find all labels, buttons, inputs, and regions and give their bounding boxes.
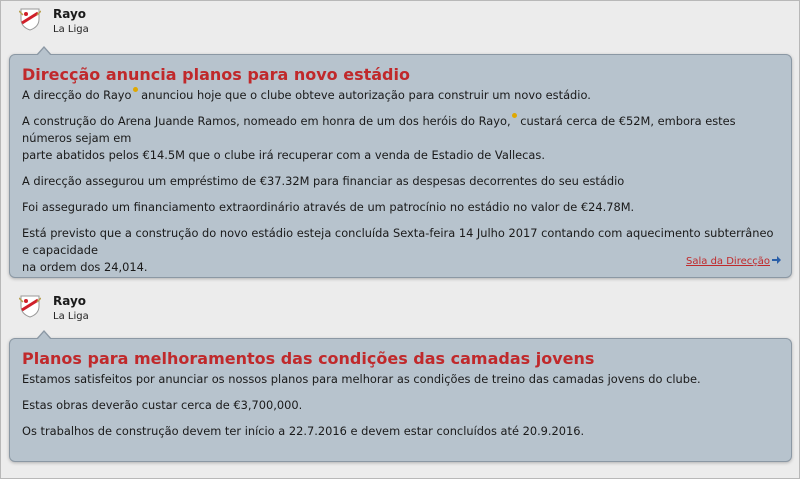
board-room-link[interactable] — [686, 256, 781, 267]
news-bubble — [9, 338, 792, 462]
rayo-crest-icon[interactable] — [19, 7, 41, 31]
club-name-link[interactable]: Rayo — [53, 294, 87, 308]
rayo-crest-icon[interactable] — [19, 294, 41, 318]
news-paragraph — [22, 87, 779, 104]
paragraph-text: A construção do Arena Juande Ramos, nomeado em honra de um dos heróis do Rayo, — [22, 114, 511, 128]
news-paragraph — [22, 113, 779, 164]
paragraph-text: anunciou hoje que o clube obteve autorização para construir um novo estádio. — [137, 88, 591, 102]
arrow-right-icon[interactable] — [772, 256, 781, 264]
news-title: Direcção anuncia planos para novo estádio — [22, 65, 410, 84]
news-paragraph: A direcção assegurou um empréstimo de €37.32M para financiar as despesas decorrentes do seu estádio — [22, 174, 625, 188]
news-paragraph: Os trabalhos de construção devem ter início a 22.7.2016 e devem estar concluídos até 20.9.2016. — [22, 424, 585, 438]
news-paragraph — [22, 225, 779, 276]
club-name-link[interactable]: Rayo — [53, 7, 87, 21]
paragraph-text: Está previsto que a construção do novo estádio esteja concluída Sexta-feira 14 Julho 2017 contando com aquecimento subterrâneo e capacidade — [22, 226, 774, 257]
paragraph-text: custará cerca de €52M, embora estes números sejam em — [22, 114, 736, 145]
paragraph-text: A direcção do Rayo — [22, 88, 132, 102]
news-paragraph: Foi assegurado um financiamento extraordinário através de um patrocínio no estádio no valor de €24.78M. — [22, 200, 635, 214]
board-room-link-label[interactable]: Sala da Direcção — [686, 256, 770, 267]
news-paragraph: Estas obras deverão custar cerca de €3,700,000. — [22, 398, 303, 412]
league-name: La Liga — [53, 311, 89, 322]
paragraph-text: na ordem dos 24,014. — [22, 260, 148, 274]
league-name: La Liga — [53, 24, 89, 35]
paragraph-text: parte abatidos pelos €14.5M que o clube irá recuperar com a venda de Estadio de Vallecas. — [22, 148, 545, 162]
news-paragraph: Estamos satisfeitos por anunciar os nossos planos para melhorar as condições de treino das camadas jovens do clube. — [22, 372, 701, 386]
news-bubble — [9, 54, 792, 278]
news-title: Planos para melhoramentos das condições das camadas jovens — [22, 349, 595, 368]
